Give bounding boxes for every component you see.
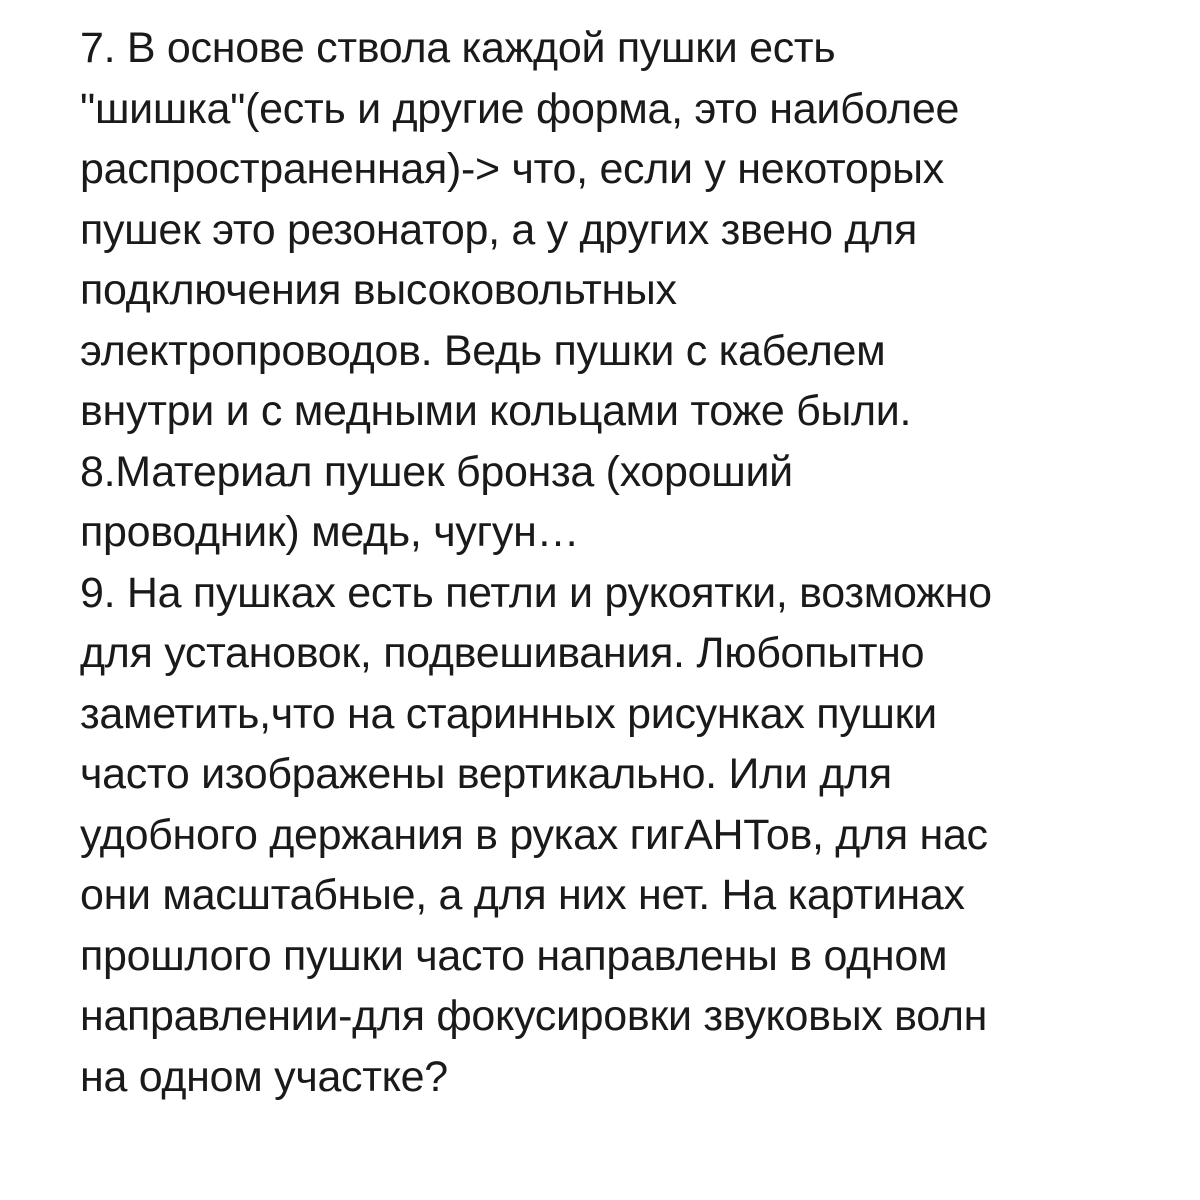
text-line-3: распространенная)-> что, если у некоторых [80, 145, 944, 193]
text-line-2: "шишка"(есть и другие форма, это наиболее [80, 84, 960, 133]
text-line-1: 7. В основе ствола каждой пушки есть [80, 24, 836, 72]
text-line-15: они масштабные, а для них нет. На картинах [80, 871, 965, 919]
text-line-13: часто изображены вертикально. Или для [80, 750, 892, 798]
text-line-6: электропроводов. Ведь пушки с кабелем [80, 326, 886, 375]
text-line-4: пушек это резонатор, а у других звено для [80, 205, 917, 254]
text-line-10: 9. На пушках есть петли и рукоятки, возможно [80, 568, 992, 617]
text-line-11: для установок, подвешивания. Любопытно [80, 629, 925, 677]
text-line-16: прошлого пушки часто направлены в одном [80, 931, 948, 980]
text-line-14: удобного держания в руках гигАНТов, для нас [80, 810, 988, 859]
body-text [80, 18, 1180, 1107]
text-line-18: на одном участке? [80, 1052, 448, 1101]
text-line-9: проводник) медь, чугун… [80, 508, 580, 556]
text-line-8: 8.Материал пушек бронза (хороший [80, 447, 793, 496]
text-line-17: направлении-для фокусировки звуковых волн [80, 992, 988, 1040]
text-line-5: подключения высоковольтных [80, 266, 677, 314]
text-line-12: заметить,что на старинных рисунках пушки [80, 689, 937, 738]
text-line-7: внутри и с медными кольцами тоже были. [80, 387, 912, 435]
